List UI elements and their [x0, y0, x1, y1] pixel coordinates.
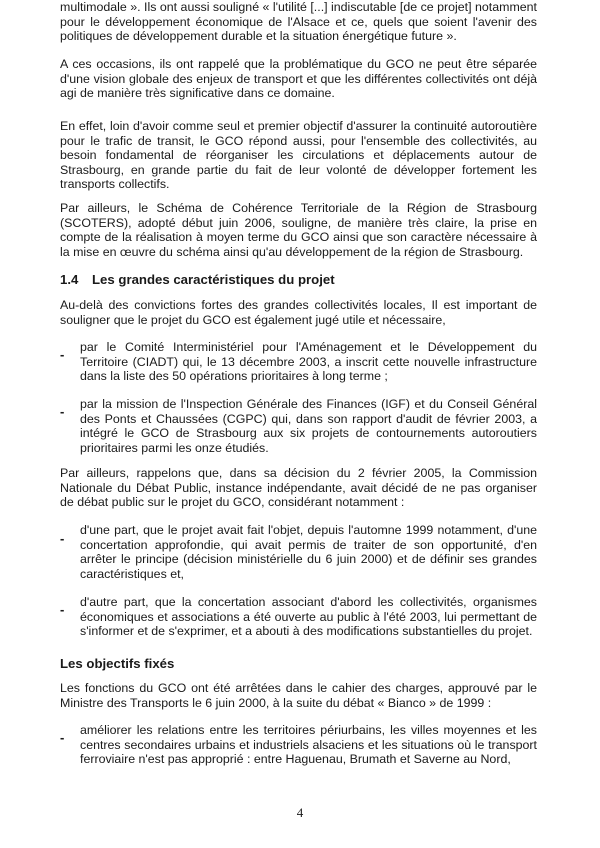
list-item: par la mission de l'Inspection Générale des Finances (IGF) et du Conseil Général des Ponts et Chaussées (CGPC) qui, dans son rapport d'audit de février 2003, a intégré le GCO de Strasbourg aux six projets de contournements autoroutiers prioritaires parmi les onze étudiés.: [80, 397, 537, 455]
paragraph-effet: En effet, loin d'avoir comme seul et premier objectif d'assurer la continuité autoroutière pour le trafic de transit, le GCO répond aussi, pour l'ensemble des collectivités, au besoin fondamental de réorganiser les circulations et déplacements autour de Strasbourg, en grande partie du fait de leur volonté de développer fortement les transports collectifs.: [60, 119, 537, 192]
paragraph-rappelons: Par ailleurs, rappelons que, dans sa décision du 2 février 2005, la Commission Nationale du Débat Public, instance indépendante, avait décidé de ne pas organiser de débat public sur le projet du GCO, considérant notamment :: [60, 466, 537, 510]
section-heading: [60, 272, 335, 287]
paragraph-audela: Au-delà des convictions fortes des grandes collectivités locales, Il est important de souligner que le projet du GCO est également jugé utile et nécessaire,: [60, 298, 537, 327]
bullet-dash: -: [60, 602, 65, 617]
list-item: améliorer les relations entre les territoires périurbains, les villes moyennes et les centres secondaires urbains et industriels alsaciens et les situations où le transport ferroviaire n'est pas approprié : entre Haguenau, Brumath et Saverne au Nord,: [80, 723, 537, 767]
paragraph-fonctions: Les fonctions du GCO ont été arrêtées dans le cahier des charges, approuvé par le Ministre des Transports le 6 juin 2000, à la suite du débat « Bianco » de 1999 :: [60, 681, 537, 710]
section-title: Les grandes caractéristiques du projet: [92, 272, 335, 287]
subheading-objectifs: Les objectifs fixés: [60, 656, 175, 671]
list-item: par le Comité Interministériel pour l'Aménagement et le Développement du Territoire (CIADT) qui, le 13 décembre 2003, a inscrit cette nouvelle infrastructure dans la liste des 50 opérations prioritaires à long terme ;: [80, 340, 537, 384]
list-item: d'autre part, que la concertation associant d'abord les collectivités, organismes économiques et associations a été ouverte au public à l'été 2003, lui permettant de s'informer et de s'exprimer, et a abouti à des modifications substantielles du projet.: [80, 595, 537, 639]
bullet-dash: -: [60, 730, 65, 745]
bullet-dash: -: [60, 404, 65, 419]
page-number: 4: [296, 805, 304, 820]
list-item: d'une part, que le projet avait fait l'objet, depuis l'automne 1999 notamment, d'une concertation approfondie, qui avait permis de traiter de son opportunité, d'en arrêter le principe (décision ministérielle du 6 juin 2000) et de définir ses grandes caractéristiques et,: [80, 523, 537, 581]
section-number: 1.4: [60, 272, 79, 287]
bullet-dash: -: [60, 347, 65, 362]
paragraph-scoters: Par ailleurs, le Schéma de Cohérence Territoriale de la Région de Strasbourg (SCOTERS), adopté début juin 2006, souligne, de manière très claire, la prise en compte de la réalisation à moyen terme du GCO ainsi que son caractère nécessaire à la mise en œuvre du schéma ainsi qu'au développement de la région de Strasbourg.: [60, 201, 537, 259]
bullet-dash: -: [60, 531, 65, 546]
paragraph-intro: multimodale ». Ils ont aussi souligné « l'utilité [...] indiscutable [de ce projet] notamment pour le développement économique de l'Alsace et ce, quels que soient l'avenir des politiques de développement durable et la situation énergétique future ».: [60, 0, 537, 44]
paragraph-occasions: A ces occasions, ils ont rappelé que la problématique du GCO ne peut être séparée d'une vision globale des enjeux de transport et que les différentes collectivités ont déjà agi de manière très significative dans ce domaine.: [60, 57, 537, 101]
